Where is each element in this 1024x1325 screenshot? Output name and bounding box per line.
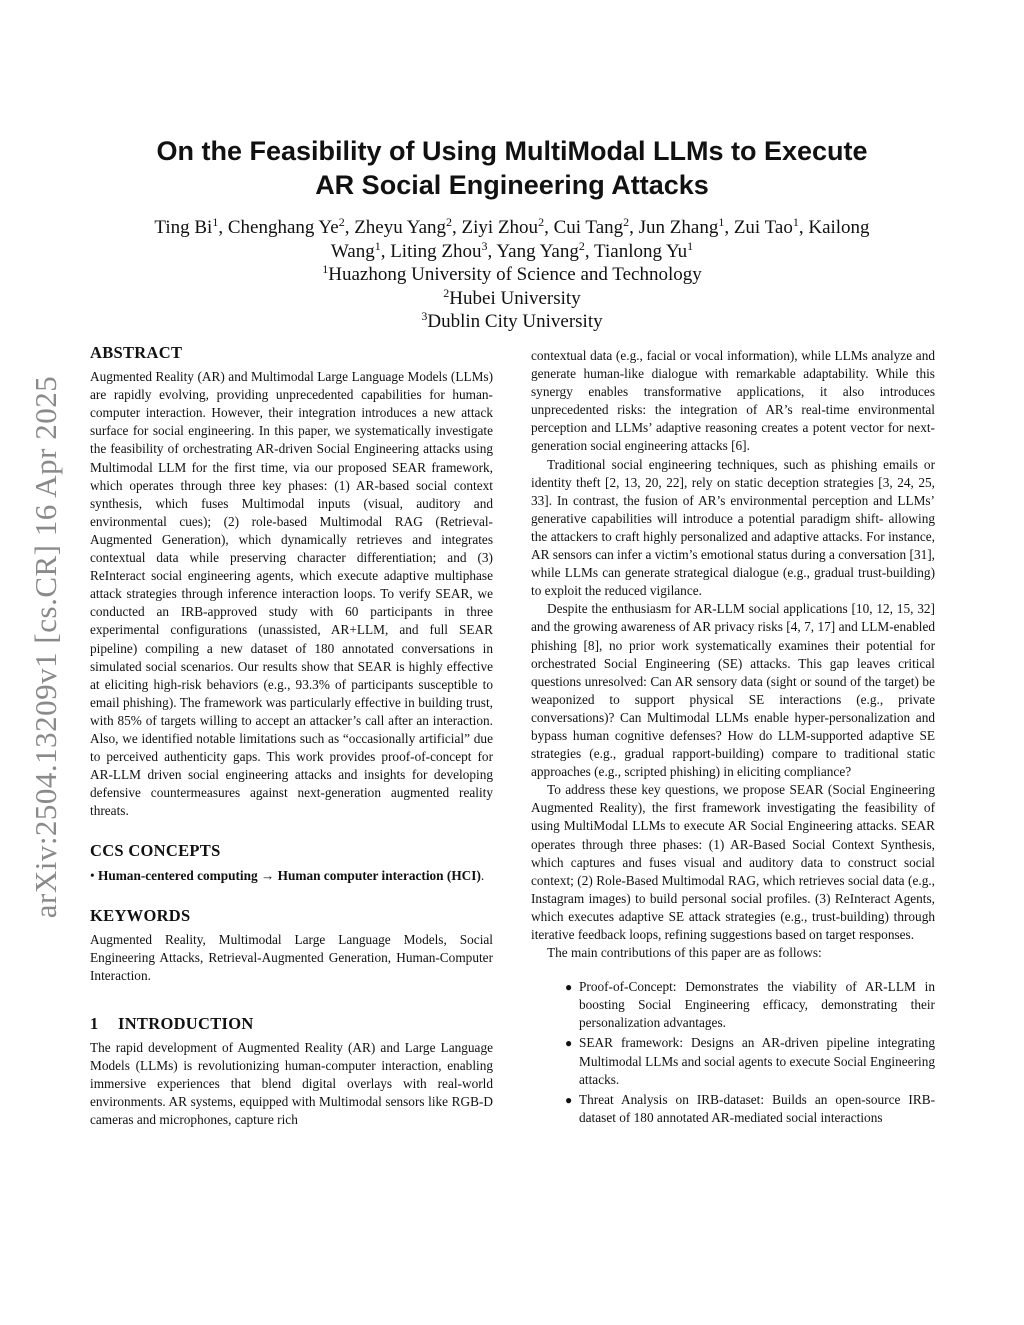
author-separator: , (452, 217, 462, 238)
abstract-heading: ABSTRACT (90, 343, 183, 362)
author-name: Ziyi Zhou (461, 217, 539, 238)
author-affiliation-mark: 1 (718, 215, 725, 229)
author-affiliation-mark: 2 (623, 215, 630, 229)
bullet-icon: ● (565, 1092, 573, 1107)
author-separator: , (487, 240, 497, 262)
list-item-text: Threat Analysis on IRB-dataset: Builds an open-source IRB-dataset of 180 annotated AR-mediated social interactions (579, 1091, 935, 1125)
author-separator: , (380, 240, 391, 262)
author-name-part-1: Kailong (808, 217, 870, 238)
introduction-heading (90, 1015, 493, 1033)
left-column (90, 344, 493, 1130)
author-affiliation-mark: 1 (212, 215, 219, 229)
affiliation-number: 1 (322, 262, 329, 276)
list-item (531, 1091, 935, 1127)
author-separator: , (218, 217, 228, 238)
right-column (531, 347, 935, 1129)
ccs-period: . (480, 867, 485, 883)
paper-title (110, 134, 914, 202)
affiliation-2 (100, 287, 924, 311)
author-separator: , (629, 217, 639, 238)
affiliation-name: Hubei University (449, 287, 581, 309)
author-separator: , (584, 240, 595, 262)
arxiv-identifier-stamp (28, 352, 64, 942)
author-separator: , (544, 217, 554, 238)
author-affiliation-mark: 1 (374, 238, 381, 253)
author-affiliation-mark: 2 (538, 215, 545, 229)
bullet-icon: ● (565, 980, 573, 995)
ccs-heading: CCS CONCEPTS (90, 841, 221, 861)
author-block (100, 216, 924, 334)
abstract-text: Augmented Reality (AR) and Multimodal Large Language Models (LLMs) are rapidly evolving, providing unprecedented capabilities for human-computer interaction. However, their integration introduces a new attack surface for social engineering. In this paper, we systematically investigate the feasibility of orchestrating AR-driven Social Engineering attacks using Multimodal LLM for the first time, via our proposed SEAR framework, which operates through three key phases: (1) AR-based social context synthesis, which fuses Multimodal inputs (visual, auditory and environmental cues); (2) role-based Multimodal RAG (Retrieval-Augmented Generation), which dynamically retrieves and integrates contextual data while preserving character differentiation; and (3) ReInteract social engineering agents, which execute adaptive multiphase attack strategies through inference interaction loops. To verify SEAR, we conducted an IRB-approved study with 60 participants in three experimental configurations (unassisted, AR+LLM, and full SEAR pipeline) compiling a new dataset of 180 annotated conversations in simulated social scenarios. Our results show that SEAR is highly effective at eliciting high-risk behaviors (e.g., 93.3% of participants susceptible to email phishing). The framework was particularly effective in building trust, with 85% of targets willing to accept an attacker’s call after an interaction. Also, we identified notable limitations such as “occasionally artificial” due to perceived authenticity gaps. This work provides proof-of-concept for AR-LLM driven social engineering attacks and insights for developing defensive countermeasures against next-generation augmented reality threats. (90, 369, 493, 819)
section-title: INTRODUCTION (118, 1014, 254, 1033)
contributions-list (531, 978, 935, 1127)
introduction-paragraph-4: To address these key questions, we propose SEAR (Social Engineering Augmented Reality), the first framework investigating the feasibility of using MultiModal LLMs to execute AR Social Engineering attacks. SEAR operates through three phases: (1) AR-Based Social Context Synthesis, which captures and fuses visual and auditory data to construct social context; (2) Role-Based Multimodal RAG, which retrieves social data (e.g., Instagram images) to build personal social profiles. (3) ReInteract Agents, which executes adaptive SE attack strategies (e.g., trust-building) through iterative feedback loops, refining suggestions based on target responses. (531, 782, 935, 942)
list-item-text: Proof-of-Concept: Demonstrates the viability of AR-LLM in boosting Social Engineering efficacy, demonstrating their personalization advantages. (579, 979, 935, 1031)
list-item (531, 978, 935, 1032)
author-line-2 (100, 240, 924, 264)
author-name: Jun Zhang (638, 217, 719, 238)
affiliation-name: Dublin City University (427, 311, 603, 332)
author-name: Zui Tao (733, 217, 793, 238)
list-item (531, 1034, 935, 1088)
contributions-lead: The main contributions of this paper are as follows: (547, 945, 822, 961)
author-name: Tianlong Yu (594, 240, 688, 262)
ccs-subconcept: Human computer interaction (HCI) (277, 867, 481, 883)
list-item-text: SEAR framework: Designs an AR-driven pipeline integrating Multimodal LLMs and social agents to execute Social Engineering attacks. (579, 1035, 935, 1087)
author-affiliation-mark: 2 (338, 215, 345, 229)
author-separator: , (798, 217, 809, 238)
keywords-text: Augmented Reality, Multimodal Large Language Models, Social Engineering Attacks, Retrieval-Augmented Generation, Human-Computer Interaction. (90, 931, 493, 983)
arxiv-identifier-text: arXiv:2504.13209v1 [cs.CR] 16 Apr 2025 (28, 375, 63, 919)
ccs-concepts (90, 867, 493, 885)
author-separator: , (724, 217, 734, 238)
author-affiliation-mark: 2 (446, 215, 453, 229)
ccs-arrow: → (261, 867, 275, 883)
affiliation-number: 3 (421, 309, 428, 323)
author-affiliation-mark: 3 (481, 238, 488, 253)
title-line-2: AR Social Engineering Attacks (315, 170, 709, 200)
author-name: Cui Tang (553, 217, 624, 238)
introduction-paragraph-2: Traditional social engineering techniques, such as phishing emails or identity theft [2, 13, 20, 22], rely on static deception strategies [3, 24, 25, 33]. In contrast, the fusion of AR’s environmental perception and LLMs’ generative capabilities will introduce a potential paradigm shift- allowing the attackers to craft highly personalized and adaptive attacks. For instance, AR sensors can infer a victim’s emotional status during a conversation [31], while LLMs can generate strategical dialogue (e.g., gradual trust-building) to exploit the reduced vigilance. (531, 456, 935, 599)
affiliation-number: 2 (443, 285, 450, 300)
affiliation-3 (100, 310, 924, 334)
keywords-heading: KEYWORDS (90, 905, 191, 925)
author-affiliation-mark: 1 (792, 215, 799, 229)
title-line-1: On the Feasibility of Using MultiModal LLMs to Execute (156, 136, 868, 166)
introduction-paragraph-3: Despite the enthusiasm for AR-LLM social applications [10, 12, 15, 32] and the growing awareness of AR privacy risks [4, 7, 17] and LLM-enabled phishing [8], no prior work systematically examines their potential for orchestrated Social Engineering (SE) attacks. This gap leaves critical questions unresolved: Can AR sensory data (sight or sound of the target) be weaponized to support physical SE interactions (e.g., private conversations)? Can Multimodal LLMs enable hyper-personalization and bypass human cognitive defenses? How do LLM-supported adaptive SE strategies (e.g., gradual rapport-building) compare to traditional static approaches (e.g., scripted phishing) in eliciting compliance? (531, 601, 935, 780)
ccs-concept: Human-centered computing (97, 867, 258, 883)
introduction-paragraph-1-continued: contextual data (e.g., facial or vocal information), while LLMs analyze and generate human-like dialogue with remarkable adaptability. While this synergy enables transformative applications, it also introduces unprecedented risks: the integration of AR’s real-time environmental perception and LLMs’ adaptive reasoning creates a potent vector for next-generation social engineering attacks [6]. (531, 348, 935, 454)
author-line-1 (100, 216, 924, 240)
section-number: 1 (90, 1014, 99, 1033)
author-name: Zheyu Yang (354, 217, 447, 238)
author-name: Liting Zhou (390, 240, 482, 262)
author-name-part-2: Wang (330, 240, 375, 262)
author-affiliation-mark: 2 (578, 238, 585, 253)
author-name: Ting Bi (154, 217, 213, 238)
ccs-bullet: • (90, 867, 95, 883)
affiliation-name: Huazhong University of Science and Technology (328, 264, 702, 285)
author-name: Yang Yang (496, 240, 579, 262)
bullet-icon: ● (565, 1036, 573, 1051)
author-affiliation-mark: 1 (687, 238, 694, 253)
introduction-paragraph-1: The rapid development of Augmented Reality (AR) and Large Language Models (LLMs) is revolutionizing human-computer interaction, enabling immersive experiences that blend digital overlays with real-world environments. AR systems, equipped with Multimodal sensors like RGB-D cameras and microphones, capture rich (90, 1040, 493, 1128)
author-separator: , (344, 217, 355, 238)
affiliation-1 (100, 263, 924, 287)
author-name: Chenghang Ye (227, 217, 339, 238)
